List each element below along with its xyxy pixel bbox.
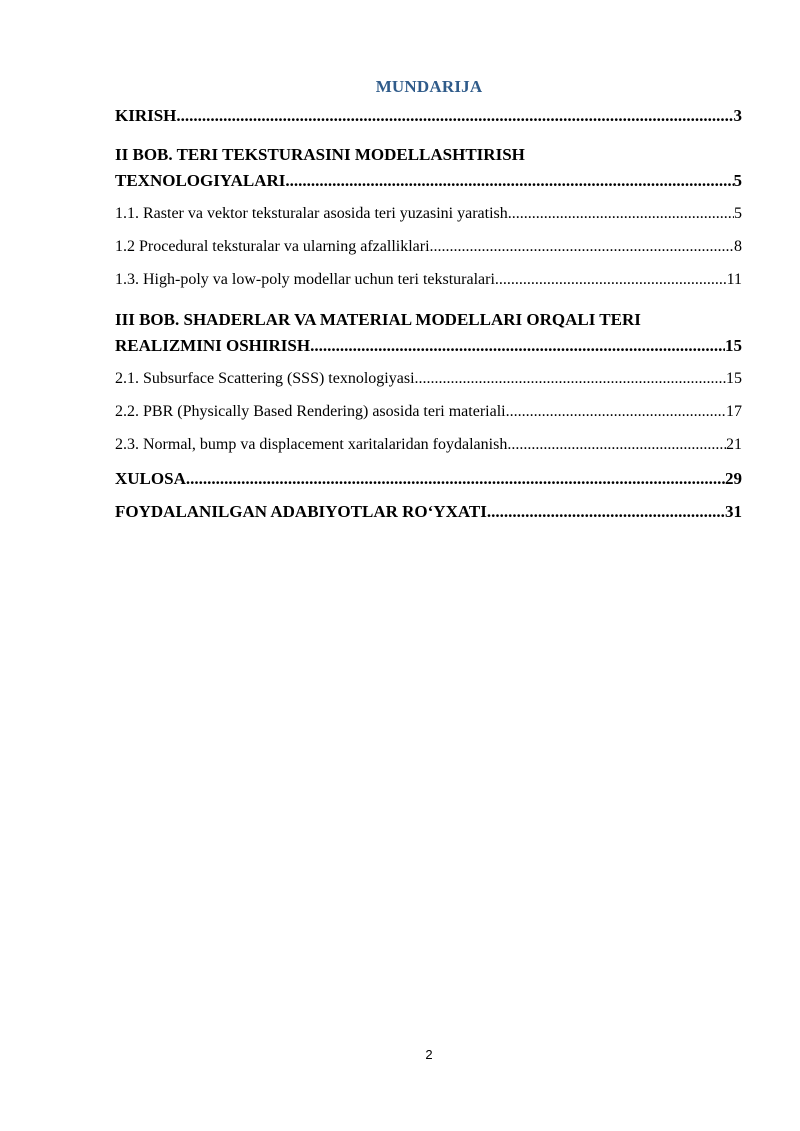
toc-entry-page: 21 [726,436,742,453]
toc-leader-dots [415,370,726,388]
toc-leader-dots [487,502,725,522]
toc-title: MUNDARIJA [375,77,483,96]
toc-entry-page: 5 [734,205,742,222]
toc-leader-dots [186,469,725,489]
toc-entry-xulosa[interactable] [115,469,742,502]
toc-entry-title: 1.1. Raster va vektor teksturalar asosida teri yuzasini yaratish [115,205,508,222]
toc-entry-title: REALIZMINI OSHIRISH [115,336,311,355]
toc-entry-page: 17 [726,403,742,420]
toc-entry-2-1[interactable] [115,370,742,403]
toc-entry-title: TEXNOLOGIYALARI [115,171,286,190]
toc-leader-dots [507,436,726,454]
toc-leader-dots [508,205,734,223]
toc-entry-kirish[interactable] [115,106,742,139]
toc-entry-2-2[interactable] [115,403,742,436]
toc-entry-1-1[interactable] [115,205,742,238]
page-number: 2 [425,1047,433,1062]
toc-leader-dots [176,106,733,126]
toc-entry-chapter-3[interactable] [115,304,742,370]
toc-leader-dots [430,238,734,256]
table-of-contents [115,106,742,535]
toc-entry-page: 15 [725,336,742,355]
toc-leader-dots [285,171,733,191]
toc-entry-references[interactable] [115,502,742,535]
toc-entry-title: XULOSA [115,469,186,488]
toc-entry-page: 8 [734,238,742,255]
toc-entry-title-line1: III BOB. SHADERLAR VA MATERIAL MODELLARI ORQALI TERI [115,310,641,329]
toc-entry-title: 2.3. Normal, bump va displacement xaritalaridan foydalanish [115,436,508,453]
toc-entry-chapter-2[interactable] [115,139,742,205]
toc-entry-title: 1.3. High-poly va low-poly modellar uchun teri teksturalari [115,271,495,288]
toc-entry-page: 5 [733,171,742,190]
toc-leader-dots [310,336,725,356]
toc-entry-title: KIRISH [115,106,177,125]
toc-entry-page: 11 [726,271,742,288]
toc-entry-page: 3 [733,106,742,125]
toc-entry-2-3[interactable] [115,436,742,469]
toc-entry-title: FOYDALANILGAN ADABIYOTLAR RO‘YXATI [115,502,487,521]
toc-entry-page: 31 [725,502,742,521]
toc-entry-page: 15 [726,370,742,387]
toc-entry-title: 1.2 Procedural teksturalar va ularning afzalliklari [115,238,430,255]
toc-entry-title-line1: II BOB. TERI TEKSTURASINI MODELLASHTIRISH [115,145,525,164]
toc-entry-page: 29 [725,469,742,488]
toc-entry-title: 2.2. PBR (Physically Based Rendering) asosida teri materiali [115,403,506,420]
toc-entry-1-2[interactable] [115,238,742,271]
toc-leader-dots [506,403,726,421]
toc-leader-dots [495,271,727,289]
toc-entry-title: 2.1. Subsurface Scattering (SSS) texnologiyasi [115,370,415,387]
toc-entry-1-3[interactable] [115,271,742,304]
